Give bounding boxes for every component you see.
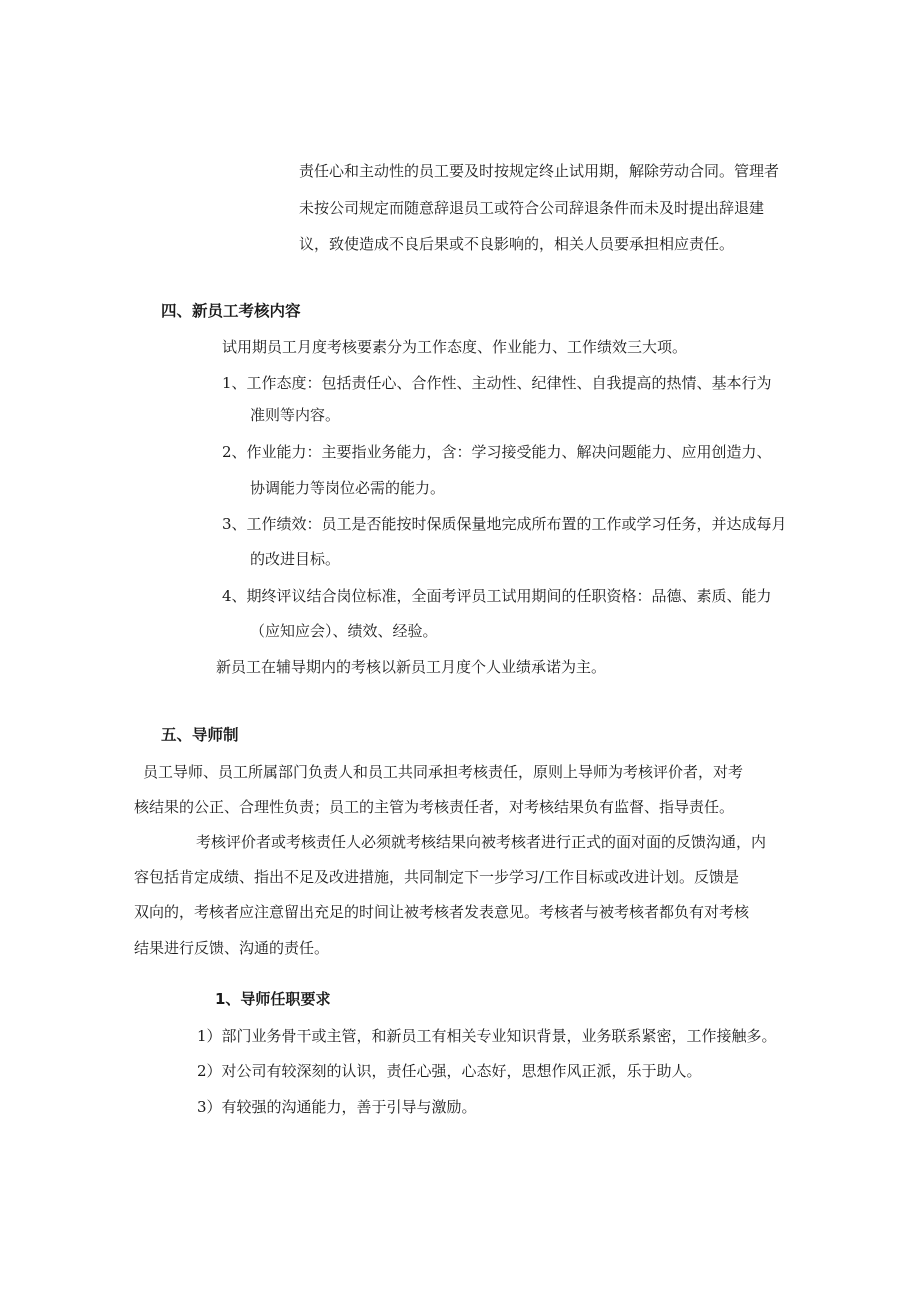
assessment-item-2-line-1: 2、作业能力：主要指业务能力，含：学习接受能力、解决问题能力、应用创造力、: [222, 443, 772, 461]
mentor-paragraph-2-line-2: 容包括肯定成绩、指出不足及改进措施，共同制定下一步学习/工作目标或改进计划。反馈是: [134, 868, 740, 886]
mentor-paragraph-1-line-1: 员工导师、员工所属部门负责人和员工共同承担考核责任，原则上导师为考核评价者，对考: [143, 763, 744, 781]
mentor-paragraph-1-line-2: 核结果的公正、合理性负责；员工的主管为考核责任者，对考核结果负有监督、指导责任。: [134, 798, 735, 816]
assessment-item-4-line-2: （应知应会）、绩效、经验。: [250, 622, 438, 640]
section-5-heading: 五、导师制: [161, 726, 239, 744]
assessment-item-4-line-1: 4、期终评议结合岗位标准，全面考评员工试用期间的任职资格：品德、素质、能力: [222, 587, 772, 605]
mentor-requirement-1: 1）部门业务骨干或主管，和新员工有相关专业知识背景，业务联系紧密，工作接触多。: [197, 1027, 777, 1045]
assessment-item-3-line-1: 3、工作绩效：员工是否能按时保质保量地完成所布置的工作或学习任务，并达成每月: [222, 515, 787, 533]
assessment-item-2-line-2: 协调能力等岗位必需的能力。: [250, 479, 446, 497]
assessment-item-3-line-2: 的改进目标。: [250, 550, 341, 568]
assessment-item-1-line-2: 准则等内容。: [250, 406, 341, 424]
section-4-heading: 四、新员工考核内容: [161, 302, 301, 320]
mentor-paragraph-2-line-4: 结果进行反馈、沟通的责任。: [134, 939, 330, 957]
section-4-intro: 试用期员工月度考核要素分为工作态度、作业能力、工作绩效三大项。: [222, 338, 688, 356]
mentor-requirement-2: 2）对公司有较深刻的认识，责任心强，心态好，思想作风正派，乐于助人。: [197, 1062, 702, 1080]
mentor-requirement-3: 3）有较强的沟通能力，善于引导与激励。: [197, 1098, 477, 1116]
mentor-paragraph-2-line-1: 考核评价者或考核责任人必须就考核结果向被考核者进行正式的面对面的反馈沟通，内: [196, 833, 767, 851]
continuation-line-1: 责任心和主动性的员工要及时按规定终止试用期，解除劳动合同。管理者: [299, 162, 780, 180]
continuation-line-3: 议，致使造成不良后果或不良影响的，相关人员要承担相应责任。: [299, 235, 735, 253]
continuation-line-2: 未按公司规定而随意辞退员工或符合公司辞退条件而未及时提出辞退建: [299, 199, 765, 217]
section-4-closing: 新员工在辅导期内的考核以新员工月度个人业绩承诺为主。: [216, 658, 607, 676]
mentor-paragraph-2-line-3: 双向的，考核者应注意留出充足的时间让被考核者发表意见。考核者与被考核者都负有对考核: [134, 903, 750, 921]
assessment-item-1-line-1: 1、工作态度：包括责任心、合作性、主动性、纪律性、自我提高的热情、基本行为: [222, 374, 772, 392]
mentor-requirements-heading: 1、导师任职要求: [215, 990, 331, 1008]
